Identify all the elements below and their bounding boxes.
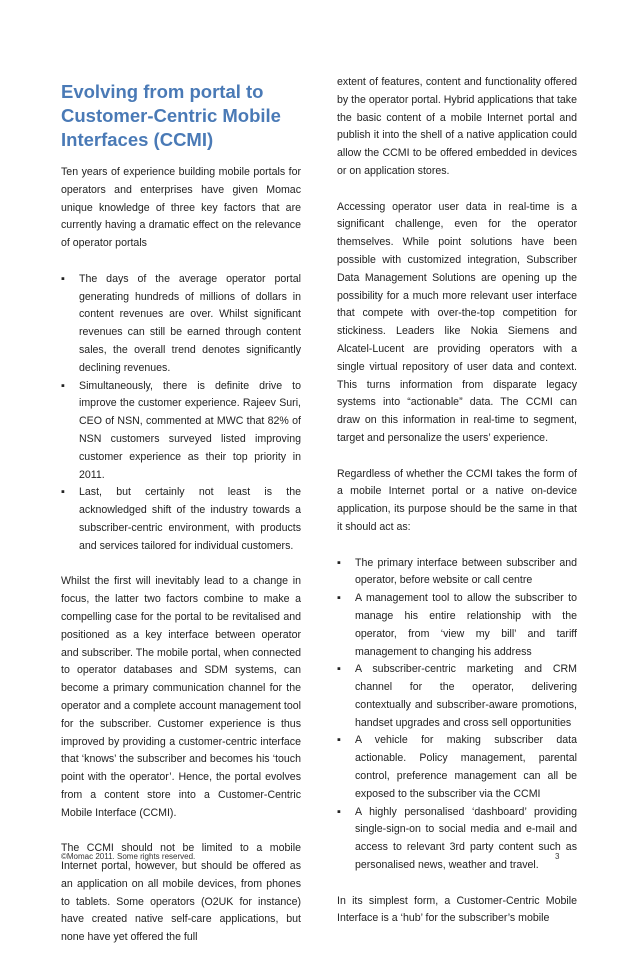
list-item: ▪ A highly personalised ‘dashboard’ providing single-sign-on to social media and e-mail and access to relevant 3rd party content such as personalised news, weather and travel. — [337, 804, 577, 875]
body-paragraph: In its simplest form, a Customer-Centric Mobile Interface is a ‘hub’ for the subscriber’s mobile — [337, 894, 577, 925]
body-paragraph: Whilst the first will inevitably lead to a change in focus, the latter two factors combine to make a compelling case for the portal to be revitalised and positioned as a key interface between operator and subscriber. The mobile portal, when connected to operator databases and SDM systems, can become a primary communication channel for the operator and a complete account management tool for the subscriber. Customer experience is thus improved by providing a customer-centric interface that ‘knows’ the subscriber and becomes his ‘touch point with the operator’. Hence, the portal evolves from a content store into a Customer-Centric Mobile Interface (CCMI). — [61, 575, 301, 819]
section-title: Evolving from portal to Customer-Centric Mobile Interfaces (CCMI) — [61, 81, 281, 150]
list-item: ▪ A management tool to allow the subscriber to manage his entire relationship with the operator, from ‘view my bill’ and tariff management to changing his address — [337, 590, 577, 661]
factors-list — [61, 271, 301, 556]
list-item: ▪ A vehicle for making subscriber data actionable. Policy management, parental control, preference management can all be exposed to the subscriber via the CCMI — [337, 732, 577, 803]
list-item: ▪ The primary interface between subscriber and operator, before website or call centre — [337, 555, 577, 591]
body-paragraph: Accessing operator user data in real-time is a significant challenge, even for the operator themselves. While point solutions have been possible with customized integration, Subscriber Data Management Solutions are opening up the possibility for a much more relevant user interface that compete with over-the-top competition for stickiness. Leaders like Nokia Siemens and Alcatel-Lucent are providing operators with a single virtual repository of user data and context. This turns information from disparate legacy systems into “actionable” data. The CCMI can draw on this information in real-time to segment, target and personalize the users’ experience. — [337, 200, 577, 444]
body-paragraph: Regardless of whether the CCMI takes the form of a mobile Internet portal or a native on-device application, its purpose should be the same in that it should act as: — [337, 467, 577, 533]
body-paragraph: extent of features, content and functionality offered by the operator portal. Hybrid applications that take the basic content of a mobile Internet portal and publish it into the shell of a native application could allow the CCMI to be offered embedded in devices or on application stores. — [337, 76, 577, 177]
right-column — [337, 74, 577, 946]
page-number: 3 — [555, 852, 560, 861]
left-column — [61, 74, 301, 965]
body-paragraph: The CCMI should not be limited to a mobile Internet portal, however, but should be offered as an application on all mobile devices, from phones to tablets. Some operators (O2UK for instance) have created native self-care applications, but none have yet offered the full — [61, 842, 301, 944]
list-item: ▪ A subscriber-centric marketing and CRM channel for the operator, delivering contextually and subscriber-aware promotions, handset upgrades and cross sell opportunities — [337, 661, 577, 732]
list-item: ▪ The days of the average operator portal generating hundreds of millions of dollars in content revenues are over. Whilst significant revenues can still be earned through content sales, the overall trend denotes significantly declining revenues. — [61, 271, 301, 378]
list-item: ▪ Simultaneously, there is definite drive to improve the customer experience. Rajeev Suri, CEO of NSN, commented at MWC that 82% of NSN customers surveyed listed improving customer experience as their top priority in 2011. — [61, 378, 301, 485]
footer-copyright: ©Momac 2011. Some rights reserved. — [61, 852, 196, 861]
list-item: ▪ Last, but certainly not least is the acknowledged shift of the industry towards a subscriber-centric environment, with products and services tailored for individual customers. — [61, 484, 301, 555]
purpose-list — [337, 555, 577, 875]
intro-paragraph: Ten years of experience building mobile portals for operators and enterprises have given Momac unique knowledge of three key factors that are currently having a dramatic effect on the relevance of operator portals — [61, 166, 301, 250]
